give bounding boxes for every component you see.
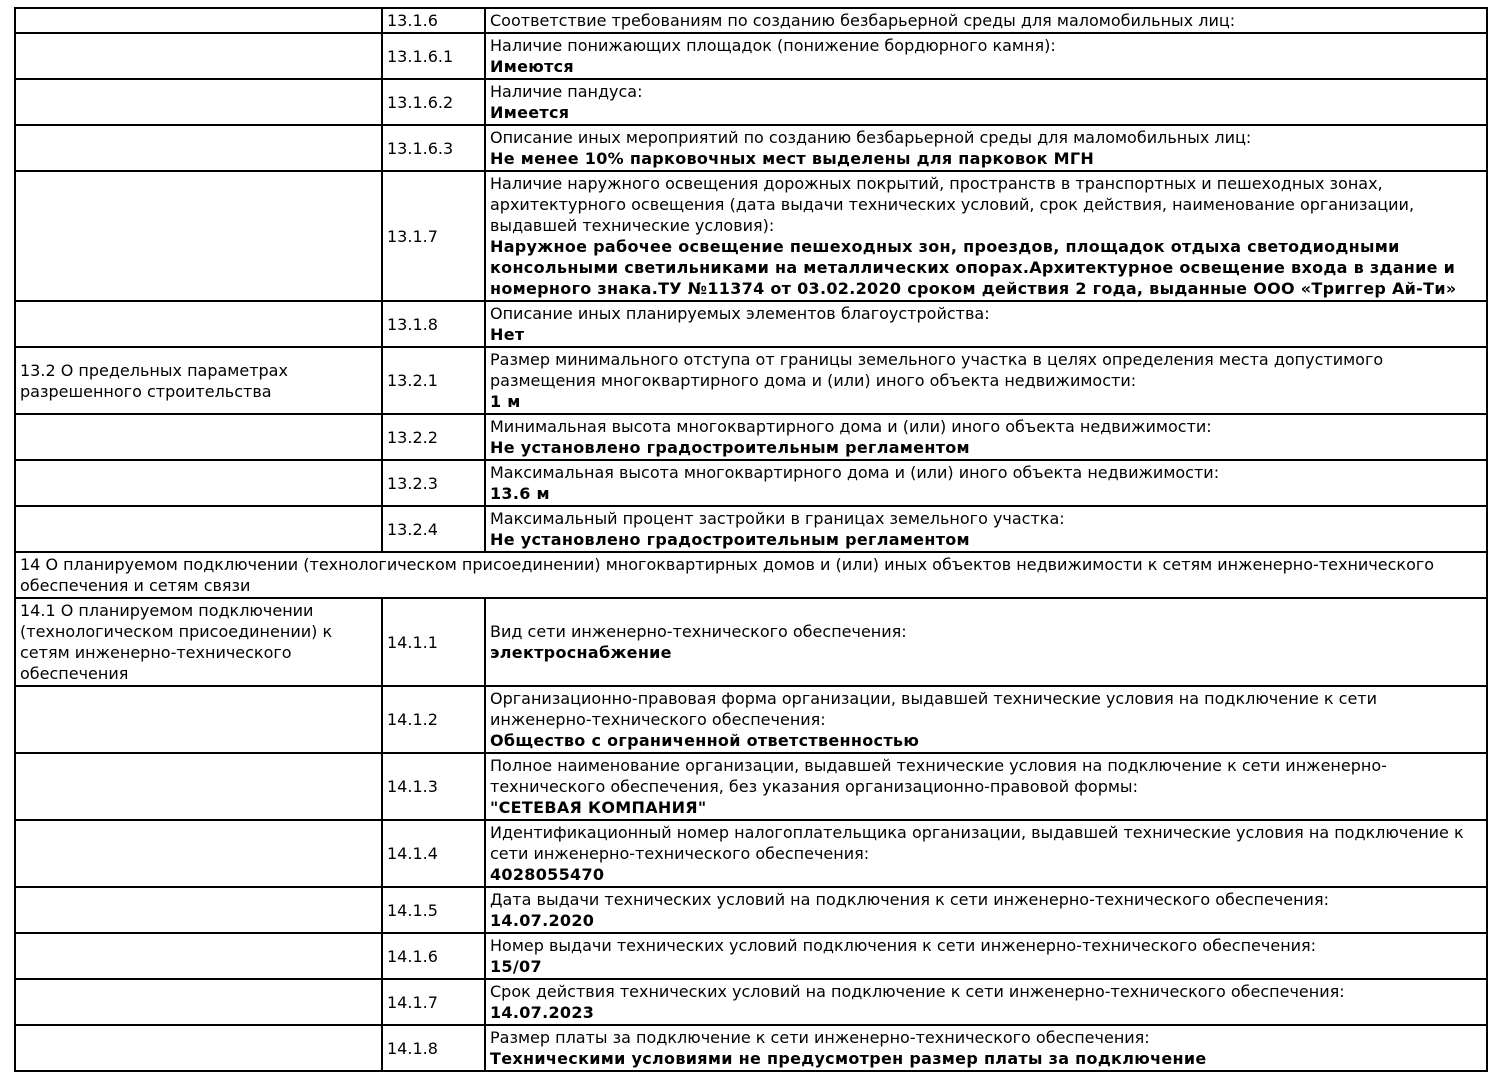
item-content (485, 171, 1487, 301)
table-row (15, 171, 1487, 301)
item-number: 14.1.5 (382, 887, 485, 933)
item-number: 13.1.7 (382, 171, 485, 301)
section-title-cell (15, 887, 382, 933)
table-row (15, 686, 1487, 753)
table-row (15, 33, 1487, 79)
table-row (15, 598, 1487, 686)
item-label: Номер выдачи технических условий подключения к сети инженерно-технического обеспечения: (490, 936, 1317, 955)
item-content (485, 979, 1487, 1025)
item-content (485, 506, 1487, 552)
item-label: Организационно-правовая форма организации, выдавшей технические условия на подключение к сети инженерно-технического обеспечения: (490, 689, 1377, 729)
item-value: "СЕТЕВАЯ КОМПАНИЯ" (490, 798, 707, 817)
section-title-cell (15, 753, 382, 820)
item-content (485, 753, 1487, 820)
table-row (15, 933, 1487, 979)
item-label: Максимальная высота многоквартирного дома и (или) иного объекта недвижимости: (490, 463, 1220, 482)
item-content (485, 414, 1487, 460)
item-content (485, 686, 1487, 753)
table-row (15, 460, 1487, 506)
section-title-cell: 14.1 О планируемом подключении (технологическом присоединении) к сетям инженерно-технического обеспечения (15, 598, 382, 686)
section-title-cell (15, 301, 382, 347)
table-row (15, 753, 1487, 820)
item-value: 1 м (490, 392, 521, 411)
item-number: 14.1.1 (382, 598, 485, 686)
item-number: 13.1.6.3 (382, 125, 485, 171)
item-value: электроснабжение (490, 643, 672, 662)
item-content (485, 33, 1487, 79)
item-number: 13.2.4 (382, 506, 485, 552)
item-value: Не установлено градостроительным регламентом (490, 438, 970, 457)
item-number: 13.1.6 (382, 8, 485, 33)
item-label: Максимальный процент застройки в границах земельного участка: (490, 509, 1065, 528)
section-title-cell (15, 8, 382, 33)
section-title-cell: 13.2 О предельных параметрах разрешенного строительства (15, 347, 382, 414)
section-title-cell (15, 1025, 382, 1071)
item-label: Размер платы за подключение к сети инженерно-технического обеспечения: (490, 1028, 1150, 1047)
item-content (485, 347, 1487, 414)
item-label: Дата выдачи технических условий на подключения к сети инженерно-технического обеспечения: (490, 890, 1329, 909)
item-number: 13.1.8 (382, 301, 485, 347)
item-value: 4028055470 (490, 865, 605, 884)
item-number: 14.1.3 (382, 753, 485, 820)
item-content (485, 887, 1487, 933)
item-content (485, 301, 1487, 347)
item-value: 14.07.2023 (490, 1003, 595, 1022)
item-label: Соответствие требованиям по созданию безбарьерной среды для маломобильных лиц: (490, 11, 1236, 30)
item-value: Общество с ограниченной ответственностью (490, 731, 920, 750)
declaration-table (14, 7, 1488, 1072)
item-label: Идентификационный номер налогоплательщика организации, выдавшей технические условия на подключение к сети инженерно-технического обеспечения: (490, 823, 1464, 863)
table-row (15, 979, 1487, 1025)
item-number: 13.1.6.2 (382, 79, 485, 125)
table-row (15, 820, 1487, 887)
table-row (15, 8, 1487, 33)
section-14-header: 14 О планируемом подключении (технологическом присоединении) многоквартирных домов и (или) иных объектов недвижимости к сетям инженерно-технического обеспечения и сетям связи (15, 552, 1487, 598)
item-number: 13.2.3 (382, 460, 485, 506)
item-label: Размер минимального отступа от границы земельного участка в целях определения места допустимого размещения многоквартирного дома и (или) иного объекта недвижимости: (490, 350, 1384, 390)
item-label: Вид сети инженерно-технического обеспечения: (490, 622, 907, 641)
item-content (485, 1025, 1487, 1071)
item-number: 13.1.6.1 (382, 33, 485, 79)
item-label: Полное наименование организации, выдавшей технические условия на подключение к сети инженерно-технического обеспечения, без указания организационно-правовой формы: (490, 756, 1387, 796)
item-value: Наружное рабочее освещение пешеходных зон, проездов, площадок отдыха светодиодными консольными светильниками на металлических опорах.Архитектурное освещение входа в здание и номерного знака.ТУ №11374 от 03.02.2020 сроком действия 2 года, выданные ООО «Триггер Ай-Ти» (490, 237, 1457, 298)
table-row (15, 125, 1487, 171)
table-row (15, 347, 1487, 414)
item-value: 14.07.2020 (490, 911, 595, 930)
item-number: 14.1.2 (382, 686, 485, 753)
section-title-cell (15, 820, 382, 887)
item-value: Не менее 10% парковочных мест выделены для парковок МГН (490, 149, 1095, 168)
item-content (485, 460, 1487, 506)
section-title-cell (15, 979, 382, 1025)
table-row (15, 506, 1487, 552)
section-title-cell (15, 686, 382, 753)
item-value: 13.6 м (490, 484, 550, 503)
item-content (485, 820, 1487, 887)
section-title-cell (15, 933, 382, 979)
item-number: 14.1.4 (382, 820, 485, 887)
item-value: 15/07 (490, 957, 542, 976)
section-title-cell (15, 33, 382, 79)
item-number: 14.1.8 (382, 1025, 485, 1071)
section-title-cell (15, 125, 382, 171)
item-label: Срок действия технических условий на подключение к сети инженерно-технического обеспечения: (490, 982, 1345, 1001)
item-label: Наличие пандуса: (490, 82, 643, 101)
item-content (485, 598, 1487, 686)
item-value: Имеются (490, 57, 575, 76)
section-header-row (15, 552, 1487, 598)
item-label: Минимальная высота многоквартирного дома и (или) иного объекта недвижимости: (490, 417, 1212, 436)
table-row (15, 1025, 1487, 1071)
table-row (15, 79, 1487, 125)
item-label: Наличие наружного освещения дорожных покрытий, пространств в транспортных и пешеходных зонах, архитектурного освещения (дата выдачи технических условий, срок действия, наименование организации, выдавшей технические условия): (490, 174, 1415, 235)
item-content (485, 79, 1487, 125)
section-title-cell (15, 414, 382, 460)
item-number: 14.1.7 (382, 979, 485, 1025)
item-content (485, 933, 1487, 979)
item-value: Не установлено градостроительным регламентом (490, 530, 970, 549)
table-row (15, 414, 1487, 460)
item-label: Описание иных планируемых элементов благоустройства: (490, 304, 990, 323)
item-value: Нет (490, 325, 525, 344)
section-title-cell (15, 171, 382, 301)
table-row (15, 887, 1487, 933)
item-label: Описание иных мероприятий по созданию безбарьерной среды для маломобильных лиц: (490, 128, 1252, 147)
item-label: Наличие понижающих площадок (понижение бордюрного камня): (490, 36, 1056, 55)
item-value: Имеется (490, 103, 570, 122)
item-number: 13.2.2 (382, 414, 485, 460)
section-title-cell (15, 506, 382, 552)
item-value: Техническими условиями не предусмотрен размер платы за подключение (490, 1049, 1207, 1068)
section-title-cell (15, 460, 382, 506)
item-content (485, 8, 1487, 33)
item-number: 13.2.1 (382, 347, 485, 414)
item-number: 14.1.6 (382, 933, 485, 979)
section-title-cell (15, 79, 382, 125)
item-content (485, 125, 1487, 171)
table-row (15, 301, 1487, 347)
